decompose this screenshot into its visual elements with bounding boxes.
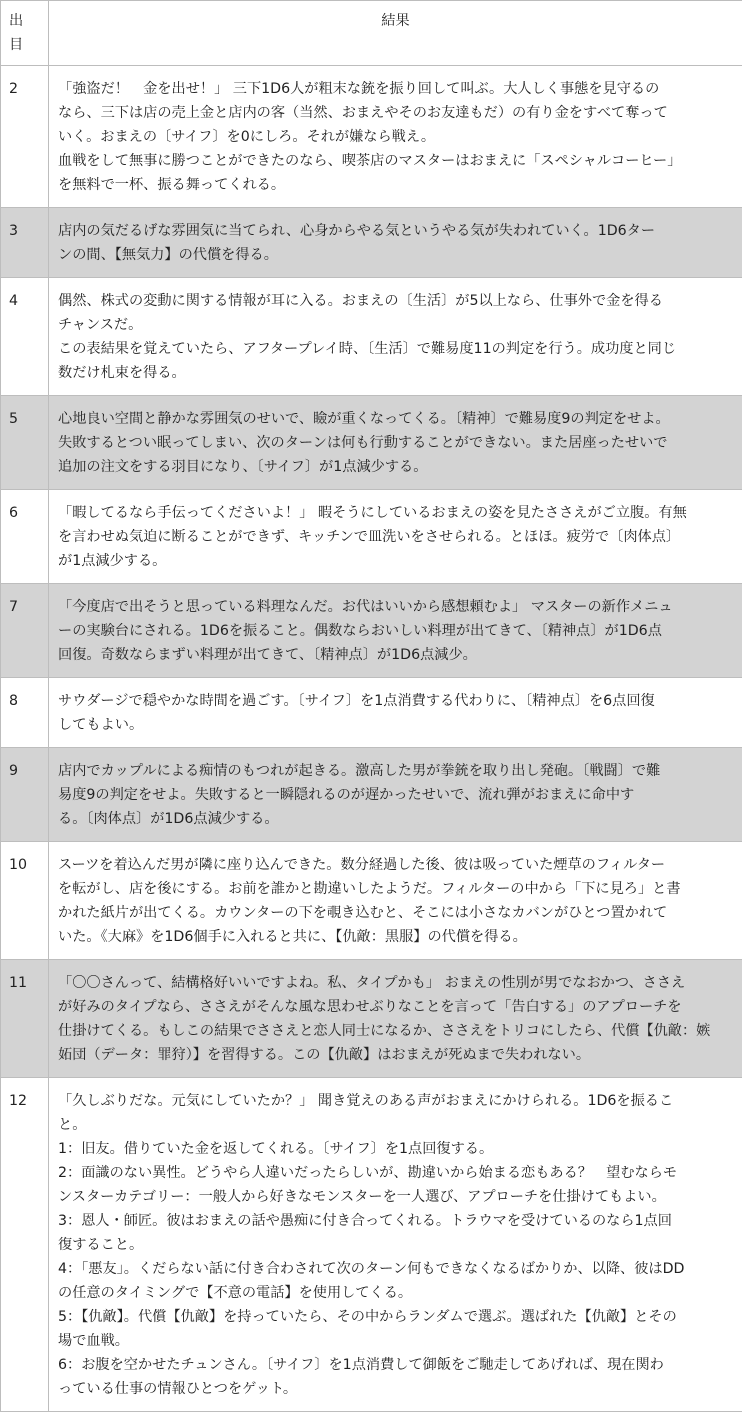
result-line: 「暇してるなら手伝ってくださいよ！」 暇そうにしているおまえの姿を見たささえがご立腹。有無: [58, 501, 734, 525]
table-row: [1, 842, 742, 960]
result-line: 店内の気だるげな雰囲気に当てられ、心身からやる気というやる気が失われていく。1D6ター: [58, 219, 734, 243]
result-text: [49, 842, 742, 960]
result-line: いく。おまえの〔サイフ〕を0にしろ。それが嫌なら戦え。: [58, 125, 734, 149]
roll-value: 3: [1, 208, 49, 278]
roll-column-header: [1, 1, 49, 66]
result-line: 復すること。: [58, 1233, 734, 1257]
result-line: 2：面識のない異性。どうやら人違いだったらしいが、勘違いから始まる恋もある？ 望むならモ: [58, 1161, 734, 1185]
result-line: 偶然、株式の変動に関する情報が耳に入る。おまえの〔生活〕が5以上なら、仕事外で金を得る: [58, 289, 734, 313]
result-line: る。〔肉体点〕が1D6点減少する。: [58, 807, 734, 831]
result-text: [49, 490, 742, 584]
roll-value: 12: [1, 1078, 49, 1412]
result-text: [49, 1078, 742, 1412]
roll-value: 7: [1, 584, 49, 678]
table-row: [1, 490, 742, 584]
result-text: [49, 396, 742, 490]
result-text: [49, 678, 742, 748]
result-line: してもよい。: [58, 713, 734, 737]
result-line: かれた紙片が出てくる。カウンターの下を覗き込むと、そこには小さなカバンがひとつ置かれて: [58, 901, 734, 925]
table-row: [1, 678, 742, 748]
result-line: 「久しぶりだな。元気にしていたか？」 聞き覚えのある声がおまえにかけられる。1D6を振るこ: [58, 1089, 734, 1113]
result-text: [49, 66, 742, 208]
result-line: スーツを着込んだ男が隣に座り込んできた。数分経過した後、彼は吸っていた煙草のフィルター: [58, 853, 734, 877]
result-line: 場で血戦。: [58, 1329, 734, 1353]
result-line: 失敗するとつい眠ってしまい、次のターンは何も行動することができない。また居座ったせいで: [58, 431, 734, 455]
table-header-row: [1, 1, 742, 66]
table-row: [1, 960, 742, 1078]
table-row: [1, 748, 742, 842]
result-line: 追加の注文をする羽目になり、〔サイフ〕が1点減少する。: [58, 455, 734, 479]
result-line: 店内でカップルによる痴情のもつれが起きる。激高した男が拳銃を取り出し発砲。〔戦闘〕で難: [58, 759, 734, 783]
result-line: を無料で一杯、振る舞ってくれる。: [58, 173, 734, 197]
result-line: の任意のタイミングで【不意の電話】を使用してくる。: [58, 1281, 734, 1305]
table-row: [1, 66, 742, 208]
result-text: [49, 278, 742, 396]
result-line: っている仕事の情報ひとつをゲット。: [58, 1377, 734, 1401]
result-line: 4：「悪友」。くだらない話に付き合わされて次のターン何もできなくなるばかりか、以降、彼はDD: [58, 1257, 734, 1281]
roll-value: 5: [1, 396, 49, 490]
result-line: ンスターカテゴリー：一般人から好きなモンスターを一人選び、アプローチを仕掛けてもよい。: [58, 1185, 734, 1209]
roll-value: 9: [1, 748, 49, 842]
result-text: [49, 208, 742, 278]
roll-value: 11: [1, 960, 49, 1078]
result-line: チャンスだ。: [58, 313, 734, 337]
result-line: ーの実験台にされる。1D6を振ること。偶数ならおいしい料理が出てきて、〔精神点〕が1D6点: [58, 619, 734, 643]
table-row: [1, 396, 742, 490]
result-line: 数だけ札束を得る。: [58, 361, 734, 385]
result-line: 「〇〇さんって、結構格好いいですよね。私、タイプかも」 おまえの性別が男でなおかつ、ささえ: [58, 971, 734, 995]
result-line: 「今度店で出そうと思っている料理なんだ。お代はいいから感想頼むよ」 マスターの新作メニュ: [58, 595, 734, 619]
table-row: [1, 208, 742, 278]
result-text: [49, 960, 742, 1078]
result-line: 心地良い空間と静かな雰囲気のせいで、瞼が重くなってくる。〔精神〕で難易度9の判定をせよ。: [58, 407, 734, 431]
result-line: 回復。奇数ならまずい料理が出てきて、〔精神点〕が1D6点減少。: [58, 643, 734, 667]
result-line: サウダージで穏やかな時間を過ごす。〔サイフ〕を1点消費する代わりに、〔精神点〕を6点回復: [58, 689, 734, 713]
table-row: [1, 1078, 742, 1412]
result-line: 仕掛けてくる。もしこの結果でささえと恋人同士になるか、ささえをトリコにしたら、代償【仇敵：嫉: [58, 1019, 734, 1043]
result-line: を転がし、店を後にする。お前を誰かと勘違いしたようだ。フィルターの中から「下に見ろ」と書: [58, 877, 734, 901]
result-text: [49, 584, 742, 678]
result-text: [49, 748, 742, 842]
roll-value: 8: [1, 678, 49, 748]
roll-header-line-1: 出: [9, 9, 40, 33]
roll-value: 10: [1, 842, 49, 960]
result-line: 5：【仇敵】。代償【仇敵】を持っていたら、その中からランダムで選ぶ。選ばれた【仇敵】とその: [58, 1305, 734, 1329]
result-line: いた。《大麻》を1D6個手に入れると共に、【仇敵：黒服】の代償を得る。: [58, 925, 734, 949]
table-row: [1, 278, 742, 396]
result-line: が好みのタイプなら、ささえがそんな風な思わせぶりなことを言って「告白する」のアプローチを: [58, 995, 734, 1019]
table-body: [1, 66, 742, 1412]
result-line: を言わせぬ気迫に断ることができず、キッチンで皿洗いをさせられる。とほほ。疲労で〔肉体点〕: [58, 525, 734, 549]
result-line: が1点減少する。: [58, 549, 734, 573]
result-line: なら、三下は店の売上金と店内の客（当然、おまえやそのお友達もだ）の有り金をすべて奪って: [58, 101, 734, 125]
result-line: ンの間、【無気力】の代償を得る。: [58, 243, 734, 267]
result-line: と。: [58, 1113, 734, 1137]
result-column-header: 結果: [49, 1, 742, 66]
result-line: 妬団（データ：罪狩）】を習得する。この【仇敵】はおまえが死ぬまで失われない。: [58, 1043, 734, 1067]
roll-header-line-2: 目: [9, 33, 40, 57]
result-line: 1：旧友。借りていた金を返してくれる。〔サイフ〕を1点回復する。: [58, 1137, 734, 1161]
result-line: 血戦をして無事に勝つことができたのなら、喫茶店のマスターはおまえに「スペシャルコーヒー」: [58, 149, 734, 173]
roll-value: 2: [1, 66, 49, 208]
roll-value: 6: [1, 490, 49, 584]
result-line: この表結果を覚えていたら、アフタープレイ時、〔生活〕で難易度11の判定を行う。成功度と同じ: [58, 337, 734, 361]
result-line: 3：恩人・師匠。彼はおまえの話や愚痴に付き合ってくれる。トラウマを受けているのなら1点回: [58, 1209, 734, 1233]
result-line: 易度9の判定をせよ。失敗すると一瞬隠れるのが遅かったせいで、流れ弾がおまえに命中す: [58, 783, 734, 807]
roll-value: 4: [1, 278, 49, 396]
result-line: 6：お腹を空かせたチュンさん。〔サイフ〕を1点消費して御飯をご馳走してあげれば、現在関わ: [58, 1353, 734, 1377]
result-line: 「強盗だ！ 金を出せ！」 三下1D6人が粗末な銃を振り回して叫ぶ。大人しく事態を見守るの: [58, 77, 734, 101]
table-row: [1, 584, 742, 678]
